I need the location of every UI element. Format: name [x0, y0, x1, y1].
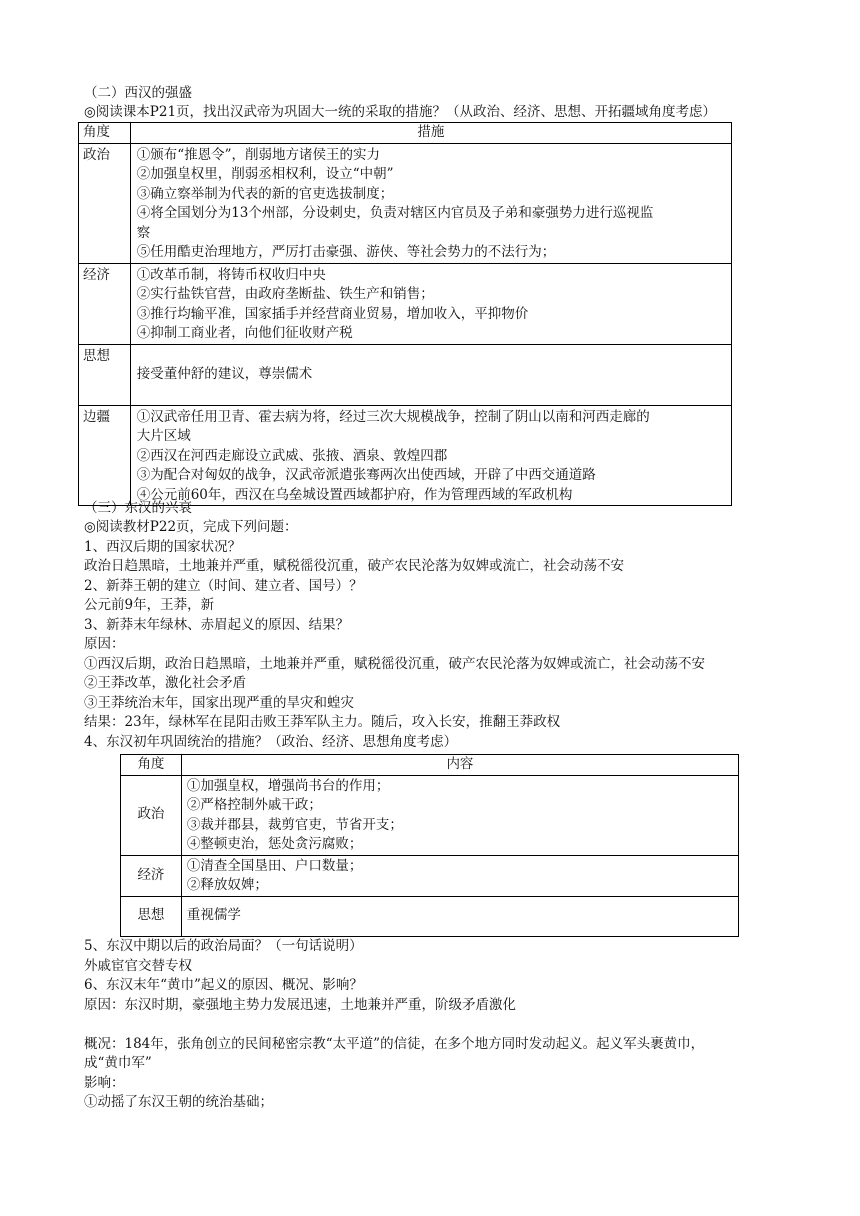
table-row-thought	[79, 344, 732, 405]
table-row-politics	[79, 143, 732, 263]
measure-item: ②加强皇权里，削弱丞相权利，设立“中朝”	[136, 166, 394, 182]
content-item: ①清查全国垦田、户口数量；	[186, 857, 363, 874]
answer-3-item-1: ①西汉后期，政治日趋黑暗，土地兼并严重，赋税徭役沉重，破产农民沦落为奴婢或流亡，社会动荡不安	[84, 656, 705, 672]
measure-item: ④将全国划分为13个州部，分设刺史，负责对辖区内官员及子弟和豪强势力进行巡视监	[136, 205, 654, 221]
measure-item: ③确立察举制为代表的新的官吏选拔制度；	[136, 185, 394, 202]
answer-5: 外戚宦官交替专权	[84, 958, 192, 974]
row-category: 思想	[79, 344, 131, 405]
question-1: 1、西汉后期的国家状况？	[84, 539, 242, 555]
answer-6-impact-label: 影响：	[84, 1075, 125, 1091]
reading-question-p21: ◎阅读课本P21页，找出汉武帝为巩固大一统的采取的措施？（从政治、经济、思想、开拓疆域角度考虑）	[84, 104, 717, 120]
table-row-economy	[79, 263, 732, 344]
content-item: ②释放奴婢；	[186, 877, 268, 893]
row-category: 政治	[121, 775, 182, 855]
answer-3-result: 结果：23年，绿林军在昆阳击败王莽军队主力。随后，攻入长安，推翻王莽政权	[84, 714, 561, 730]
answer-1: 政治日趋黑暗，土地兼并严重，赋税徭役沉重，破产农民沦落为奴婢或流亡，社会动荡不安	[84, 558, 624, 574]
measures-table-eastern-han	[120, 754, 739, 937]
measure-item: ②西汉在河西走廊设立武威、张掖、酒泉、敦煌四郡	[136, 447, 448, 464]
row-category: 经济	[79, 263, 131, 344]
measure-item: 接受董仲舒的建议，尊崇儒术	[136, 365, 313, 382]
table-row-economy	[121, 855, 739, 896]
row-category: 政治	[79, 143, 131, 263]
table-row-politics	[121, 775, 739, 855]
section-heading-eastern-han: （三）东汉的兴衰	[84, 500, 192, 516]
reading-question-p22: ◎阅读教材P22页，完成下列问题：	[84, 519, 298, 535]
measure-item: ①改革币制，将铸币权收归中央	[136, 266, 326, 283]
answer-3-label: 原因：	[84, 636, 125, 652]
question-3: 3、新莽末年绿林、赤眉起义的原因、结果？	[84, 617, 350, 633]
answer-6-overview-line-2: 成“黄巾军”	[84, 1055, 152, 1071]
question-6: 6、东汉末年“黄巾”起义的原因、概况、影响？	[84, 977, 363, 993]
question-5: 5、东汉中期以后的政治局面？（一句话说明）	[84, 938, 363, 954]
content-item: ②严格控制外戚干政；	[186, 797, 322, 813]
table-row-frontier	[79, 405, 732, 506]
answer-3-item-2: ②王莽改革，激化社会矛盾	[84, 675, 246, 691]
measure-item: ④公元前60年，西汉在乌垒城设置西域都护府，作为管理西域的军政机构	[136, 486, 573, 503]
row-category: 经济	[121, 855, 182, 896]
measure-item: ④抑制工商业者，向他们征收财产税	[136, 325, 353, 341]
table-row-thought	[121, 896, 739, 936]
measure-item: 察	[136, 224, 151, 241]
answer-6-impact-item-1: ①动摇了东汉王朝的统治基础；	[84, 1094, 273, 1110]
measure-item: ②实行盐铁官营，由政府垄断盐、铁生产和销售；	[136, 286, 434, 302]
row-category: 思想	[121, 896, 182, 936]
measures-table-wudi	[78, 122, 732, 506]
table-header-content: 内容	[181, 755, 738, 776]
measure-item: ①汉武帝任用卫青、霍去病为将，经过三次大规模战争，控制了阴山以南和河西走廊的	[136, 408, 650, 425]
measure-item: ①颁布“推恩令”，削弱地方诸侯王的实力	[136, 146, 381, 163]
row-category: 边疆	[79, 405, 131, 506]
section-heading-western-han: （二）西汉的强盛	[84, 85, 192, 101]
answer-2: 公元前9年，王莽，新	[84, 597, 215, 613]
content-item: ①加强皇权，增强尚书台的作用；	[186, 777, 390, 794]
measure-item: ③为配合对匈奴的战争，汉武帝派遣张骞两次出使西域，开辟了中西交通道路	[136, 467, 596, 483]
answer-6-reason: 原因：东汉时期，豪强地主势力发展迅速，土地兼并严重，阶级矛盾激化	[84, 997, 516, 1013]
question-4: 4、东汉初年巩固统治的措施？（政治、经济、思想角度考虑）	[84, 734, 458, 750]
answer-6-overview-line-1: 概况：184年，张角创立的民间秘密宗教“太平道”的信徒，在多个地方同时发动起义。起义军头裹黄巾，	[84, 1036, 705, 1052]
table-header-angle: 角度	[121, 755, 182, 776]
table-header-measures: 措施	[130, 123, 731, 144]
question-2: 2、新莽王朝的建立（时间、建立者、国号）？	[84, 578, 363, 594]
content-item: ③裁并郡县，裁剪官吏，节省开支；	[186, 816, 403, 833]
content-item: ④整顿吏治，惩处贪污腐败；	[186, 836, 363, 852]
measure-item: ⑤任用酷吏治理地方，严厉打击豪强、游侠、等社会势力的不法行为；	[136, 244, 556, 260]
measure-item: ③推行均输平准，国家插手并经营商业贸易，增加收入，平抑物价	[136, 305, 529, 322]
answer-3-item-3: ③王莽统治末年，国家出现严重的旱灾和蝗灾	[84, 695, 354, 711]
content-item: 重视儒学	[186, 907, 241, 924]
table-header-angle: 角度	[79, 123, 131, 144]
measure-item: 大片区域	[136, 428, 191, 444]
